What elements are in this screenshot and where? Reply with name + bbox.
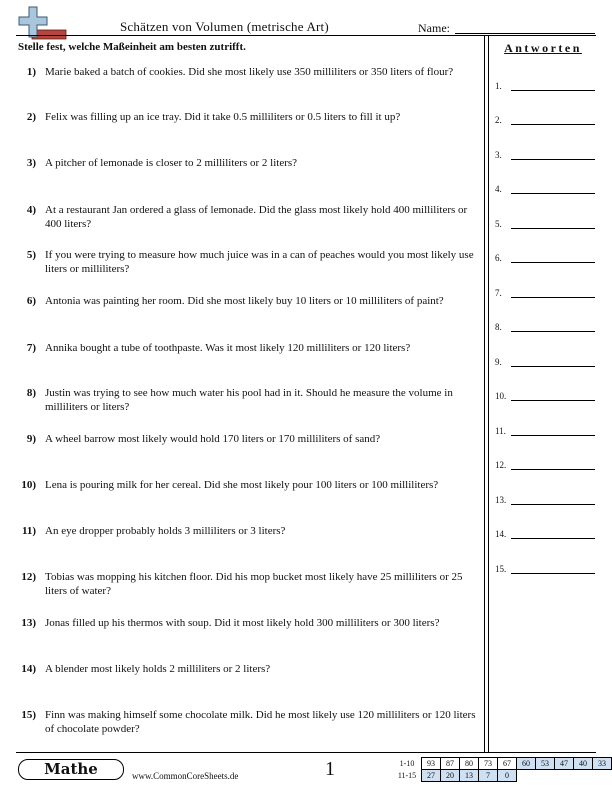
worksheet-title: Schätzen von Volumen (metrische Art) xyxy=(120,19,329,34)
answer-11[interactable] xyxy=(495,422,595,436)
answer-label: 3. xyxy=(495,150,502,160)
score-row xyxy=(395,770,612,782)
score-cell: 47 xyxy=(555,758,574,770)
answer-line[interactable] xyxy=(511,366,595,367)
question-text: Marie baked a batch of cookies. Did she most likely use 350 milliliters or 350 liters of flour? xyxy=(45,66,454,78)
subject-badge: Mathe xyxy=(18,759,124,780)
answer-2[interactable] xyxy=(495,111,595,125)
score-cell: 87 xyxy=(441,758,460,770)
score-cell: 40 xyxy=(574,758,593,770)
question-number: 9) xyxy=(26,433,36,445)
answer-label: 8. xyxy=(495,322,502,332)
score-cell: 73 xyxy=(479,758,498,770)
answer-1[interactable] xyxy=(495,77,595,91)
answer-line[interactable] xyxy=(511,193,595,194)
question-number: 13) xyxy=(21,617,36,629)
column-divider xyxy=(484,36,485,752)
answer-label: 2. xyxy=(495,115,502,125)
score-row-label: 1-10 xyxy=(399,759,415,768)
answer-15[interactable] xyxy=(495,560,595,574)
answer-line[interactable] xyxy=(511,124,595,125)
answer-label: 14. xyxy=(495,529,507,539)
answer-label: 1. xyxy=(495,81,502,91)
answer-line[interactable] xyxy=(511,159,595,160)
answer-label: 7. xyxy=(495,288,502,298)
answer-label: 9. xyxy=(495,357,502,367)
score-table xyxy=(395,757,612,782)
question-number: 11) xyxy=(21,525,36,537)
score-cell: 0 xyxy=(498,770,517,782)
question-number: 6) xyxy=(26,295,36,307)
answer-label: 12. xyxy=(495,460,507,470)
top-divider xyxy=(16,35,596,36)
question-number: 2) xyxy=(26,111,36,123)
question-text: Annika bought a tube of toothpaste. Was it most likely 120 milliliters or 120 liters? xyxy=(45,342,411,354)
name-line[interactable] xyxy=(455,33,595,34)
question-number: 10) xyxy=(21,479,36,491)
answer-3[interactable] xyxy=(495,146,595,160)
answer-label: 15. xyxy=(495,564,507,574)
answer-label: 6. xyxy=(495,253,502,263)
question-number: 4) xyxy=(26,204,36,216)
answer-line[interactable] xyxy=(511,297,595,298)
question-number: 12) xyxy=(21,571,36,583)
question-text: A pitcher of lemonade is closer to 2 milliliters or 2 liters? xyxy=(45,157,298,169)
score-cell: 60 xyxy=(517,758,536,770)
answer-9[interactable] xyxy=(495,353,595,367)
answer-4[interactable] xyxy=(495,180,595,194)
answer-label: 4. xyxy=(495,184,502,194)
question-text: At a restaurant Jan ordered a glass of lemonade. Did the glass most likely hold 400 milliliters or 400 liters? xyxy=(45,204,468,230)
answer-line[interactable] xyxy=(511,504,595,505)
answer-12[interactable] xyxy=(495,456,595,470)
question-text: Antonia was painting her room. Did she most likely buy 10 liters or 10 milliliters of paint? xyxy=(45,295,444,307)
answer-label: 11. xyxy=(495,426,506,436)
question-text: Tobias was mopping his kitchen floor. Did his mop bucket most likely have 25 milliliters or 25 liters of water? xyxy=(45,571,463,597)
score-cell: 27 xyxy=(422,770,441,782)
answer-line[interactable] xyxy=(511,469,595,470)
question-number: 1) xyxy=(26,66,36,78)
answer-13[interactable] xyxy=(495,491,595,505)
website-link[interactable]: www.CommonCoreSheets.de xyxy=(132,771,239,781)
answer-6[interactable] xyxy=(495,249,595,263)
score-row xyxy=(395,758,612,770)
answer-7[interactable] xyxy=(495,284,595,298)
answer-line[interactable] xyxy=(511,228,595,229)
name-label: Name: xyxy=(418,21,450,35)
question-text: Finn was making himself some chocolate milk. Did he most likely use 120 milliliters or 120 liters of chocolate powder? xyxy=(45,709,476,735)
score-cell: 13 xyxy=(460,770,479,782)
answer-line[interactable] xyxy=(511,331,595,332)
score-cell: 93 xyxy=(422,758,441,770)
answer-label: 5. xyxy=(495,219,502,229)
question-text: Felix was filling up an ice tray. Did it take 0.5 milliliters or 0.5 liters to fill it up? xyxy=(45,111,401,123)
answer-label: 10. xyxy=(495,391,507,401)
answer-line[interactable] xyxy=(511,538,595,539)
page-number: 1 xyxy=(325,758,335,780)
answer-line[interactable] xyxy=(511,90,595,91)
score-row-label: 11-15 xyxy=(397,771,417,780)
answer-line[interactable] xyxy=(511,400,595,401)
bottom-divider xyxy=(16,752,596,753)
question-number: 5) xyxy=(26,249,36,261)
question-text: Justin was trying to see how much water his pool had in it. Should he measure the volume in milliliters or liters? xyxy=(45,387,453,413)
answers-header: Antworten xyxy=(504,41,582,55)
question-number: 14) xyxy=(21,663,36,675)
question-text: Lena is pouring milk for her cereal. Did she most likely pour 100 liters or 100 milliliters? xyxy=(45,479,439,491)
question-number: 15) xyxy=(21,709,36,721)
answer-5[interactable] xyxy=(495,215,595,229)
question-text: A blender most likely holds 2 milliliters or 2 liters? xyxy=(45,663,271,675)
score-cell: 67 xyxy=(498,758,517,770)
answer-label: 13. xyxy=(495,495,507,505)
score-cell: 33 xyxy=(593,758,612,770)
answer-line[interactable] xyxy=(511,573,595,574)
question-text: A wheel barrow most likely would hold 170 liters or 170 milliliters of sand? xyxy=(45,433,381,445)
question-number: 3) xyxy=(26,157,36,169)
score-cell: 53 xyxy=(536,758,555,770)
question-text: An eye dropper probably holds 3 milliliters or 3 liters? xyxy=(45,525,286,537)
question-number: 8) xyxy=(26,387,36,399)
answer-10[interactable] xyxy=(495,387,595,401)
instruction-text: Stelle fest, welche Maßeinheit am besten zutrifft. xyxy=(18,41,246,53)
score-cell: 7 xyxy=(479,770,498,782)
score-cell: 80 xyxy=(460,758,479,770)
answer-line[interactable] xyxy=(511,435,595,436)
column-divider-inner xyxy=(488,36,489,752)
answer-8[interactable] xyxy=(495,318,595,332)
question-text: If you were trying to measure how much juice was in a can of peaches would you most likely use liters or milliliters? xyxy=(45,249,474,275)
answer-14[interactable] xyxy=(495,525,595,539)
question-number: 7) xyxy=(26,342,36,354)
question-text: Jonas filled up his thermos with soup. Did it most likely hold 300 milliliters or 300 liters? xyxy=(45,617,440,629)
score-cell: 20 xyxy=(441,770,460,782)
answer-line[interactable] xyxy=(511,262,595,263)
